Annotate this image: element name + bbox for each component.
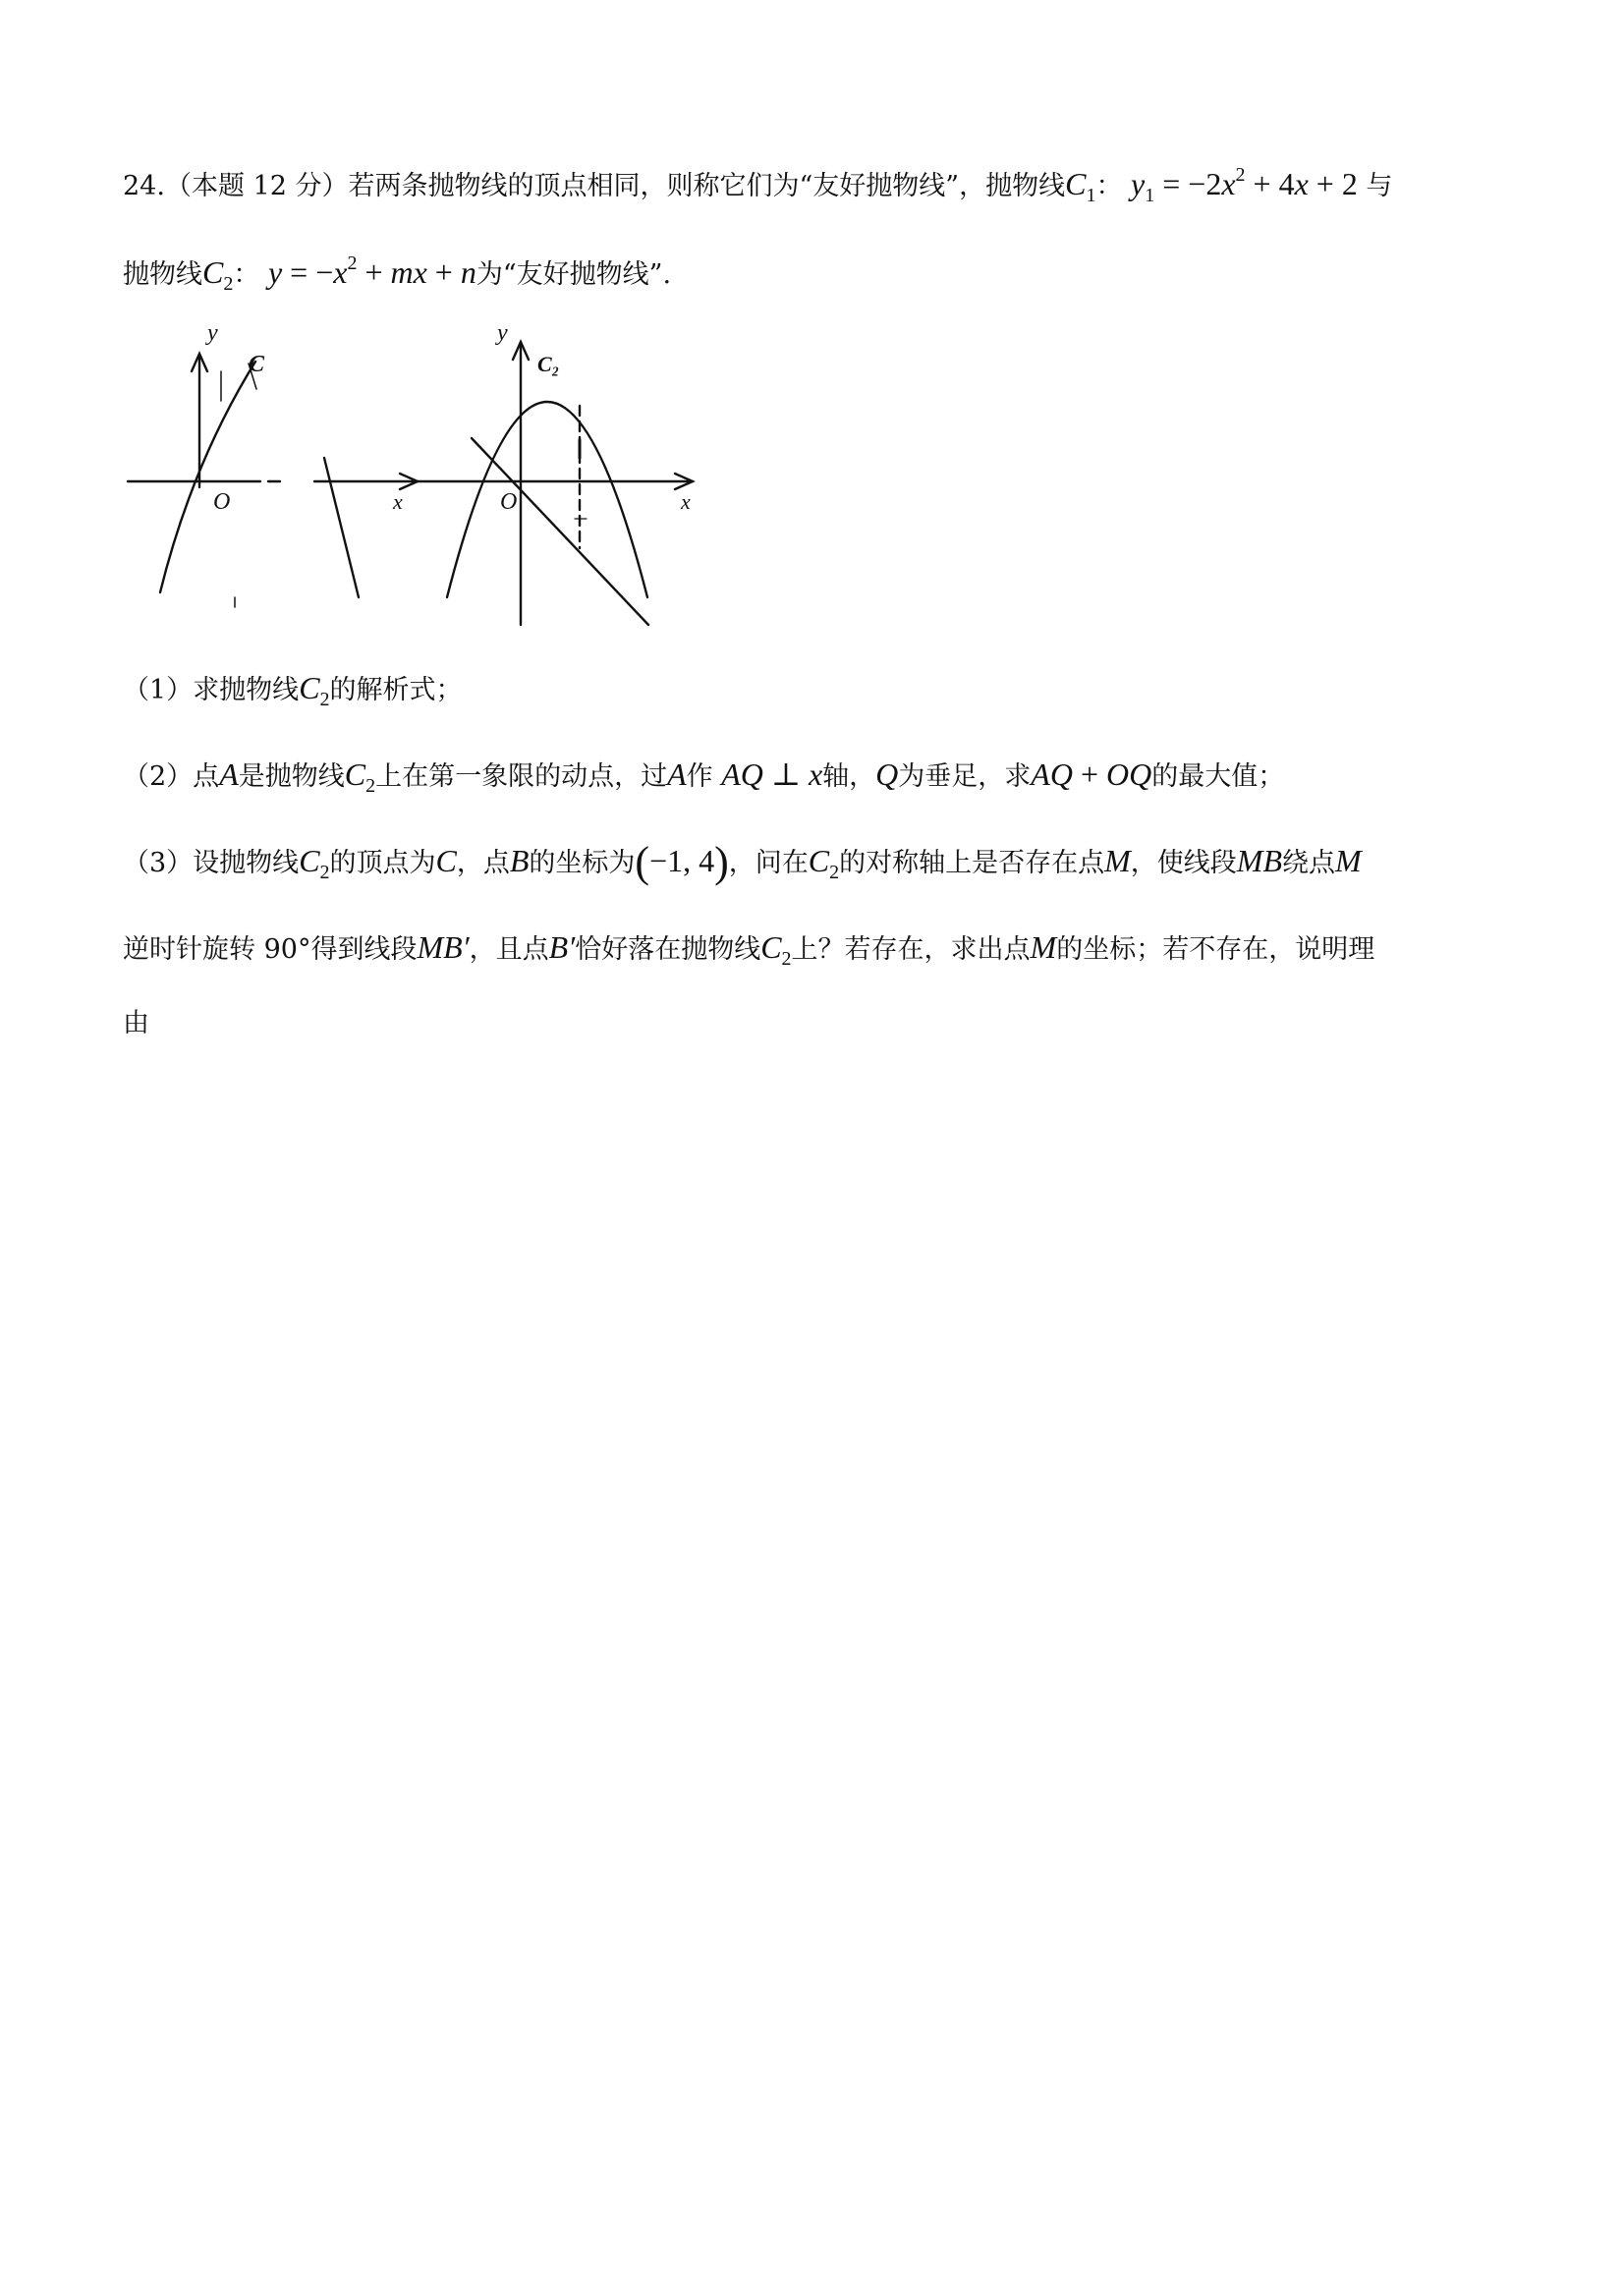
text: （1）求抛物线 bbox=[123, 675, 300, 705]
vertex-c: C bbox=[435, 843, 457, 878]
c2-label: $C_2$ bbox=[299, 670, 330, 710]
left-c-label: C bbox=[249, 352, 265, 377]
text: 的最大值； bbox=[1151, 761, 1285, 792]
c2-label: $C_2$ bbox=[202, 254, 234, 295]
left-parabola-branch bbox=[160, 362, 255, 592]
question-2 bbox=[123, 755, 1284, 806]
left-y-label: y bbox=[207, 320, 218, 346]
right-origin-label: O bbox=[500, 489, 518, 515]
text: 的对称轴上是否存在点 bbox=[839, 848, 1105, 878]
text: （2）点 bbox=[123, 761, 220, 792]
point-m: M bbox=[1030, 929, 1057, 965]
text: 为垂足，求 bbox=[898, 761, 1032, 792]
c2-label: $C_2$ bbox=[808, 843, 840, 883]
text: 逆时针旋转 90°得到线段 bbox=[123, 934, 418, 965]
right-y-label: y bbox=[497, 320, 508, 346]
text: 绕点 bbox=[1281, 848, 1335, 878]
point-a: A bbox=[219, 756, 239, 792]
text: 上在第一象限的动点，过 bbox=[375, 761, 668, 792]
text: ，使线段 bbox=[1130, 848, 1237, 878]
text: 上？若存在，求出点 bbox=[791, 934, 1031, 965]
question-3-line-1 bbox=[123, 838, 1362, 892]
left-origin-label: O bbox=[213, 489, 231, 515]
question-3-line-3 bbox=[123, 1004, 149, 1043]
c1-label: $C_1$ bbox=[1065, 166, 1096, 206]
plus: + bbox=[1072, 756, 1106, 792]
right-parabola bbox=[447, 402, 647, 597]
left-x-label: x bbox=[393, 489, 403, 514]
point-m: M bbox=[1104, 843, 1131, 878]
text: ，问在 bbox=[728, 848, 809, 878]
paren-left: ( bbox=[635, 838, 650, 886]
right-line bbox=[472, 438, 648, 625]
point-b-coordinate: −1, 4 bbox=[649, 843, 715, 878]
text: 的解析式； bbox=[329, 675, 463, 705]
problem-intro: （本题 12 分）若两条抛物线的顶点相同，则称它们为“友好抛物线”，抛物线 bbox=[164, 171, 1066, 201]
c2-label: $C_2$ bbox=[299, 843, 330, 883]
problem-line-2 bbox=[123, 244, 671, 304]
segment-aq: AQ bbox=[1031, 756, 1073, 792]
text: 是抛物线 bbox=[238, 761, 345, 792]
text: 的坐标；若不存在，说明理 bbox=[1056, 934, 1375, 965]
problem-line-1 bbox=[123, 155, 1392, 215]
text: 的坐标为 bbox=[529, 848, 636, 878]
point-b-prime: B′ bbox=[548, 929, 576, 965]
perp-symbol: ⊥ bbox=[762, 756, 809, 792]
x-var: x bbox=[808, 756, 823, 792]
point-q: Q bbox=[875, 756, 899, 792]
parabola-figure bbox=[123, 312, 712, 637]
text: ，且点 bbox=[469, 934, 549, 965]
left-line-segment bbox=[324, 458, 359, 597]
text: （3）设抛物线 bbox=[123, 848, 300, 878]
segment-aq: AQ bbox=[721, 756, 763, 792]
text: 的顶点为 bbox=[329, 848, 436, 878]
text: 轴， bbox=[822, 761, 876, 792]
point-m: M bbox=[1334, 843, 1362, 878]
colon: ： bbox=[1095, 171, 1123, 201]
question-1 bbox=[123, 668, 463, 719]
paren-right: ) bbox=[714, 838, 729, 886]
colon: ： bbox=[233, 259, 260, 290]
text: 抛物线 bbox=[123, 259, 202, 290]
text: 为“友好抛物线”. bbox=[476, 259, 672, 290]
c2-label: $C_2$ bbox=[760, 929, 792, 970]
text: 恰好落在抛物线 bbox=[575, 934, 761, 965]
point-b: B bbox=[509, 843, 530, 878]
text: 由 bbox=[123, 1008, 149, 1038]
segment-mb-prime: MB′ bbox=[417, 929, 470, 965]
right-c-label: C₂ bbox=[537, 352, 560, 376]
text: 作 bbox=[686, 761, 713, 792]
right-x-label: x bbox=[681, 489, 691, 514]
problem-number: 24. bbox=[123, 171, 165, 201]
question-3-line-2 bbox=[123, 927, 1374, 979]
c2-label: $C_2$ bbox=[344, 756, 376, 797]
text: ，点 bbox=[456, 848, 510, 878]
c2-equation: $y = -x^2$ + mx + n bbox=[267, 252, 476, 290]
point-a: A bbox=[667, 756, 687, 792]
segment-mb: MB bbox=[1236, 843, 1282, 878]
c1-equation: $y_1 = -2x^2 + 4x + 2$ bbox=[1131, 164, 1358, 206]
segment-oq: OQ bbox=[1105, 756, 1152, 792]
with-text: 与 bbox=[1357, 171, 1393, 201]
